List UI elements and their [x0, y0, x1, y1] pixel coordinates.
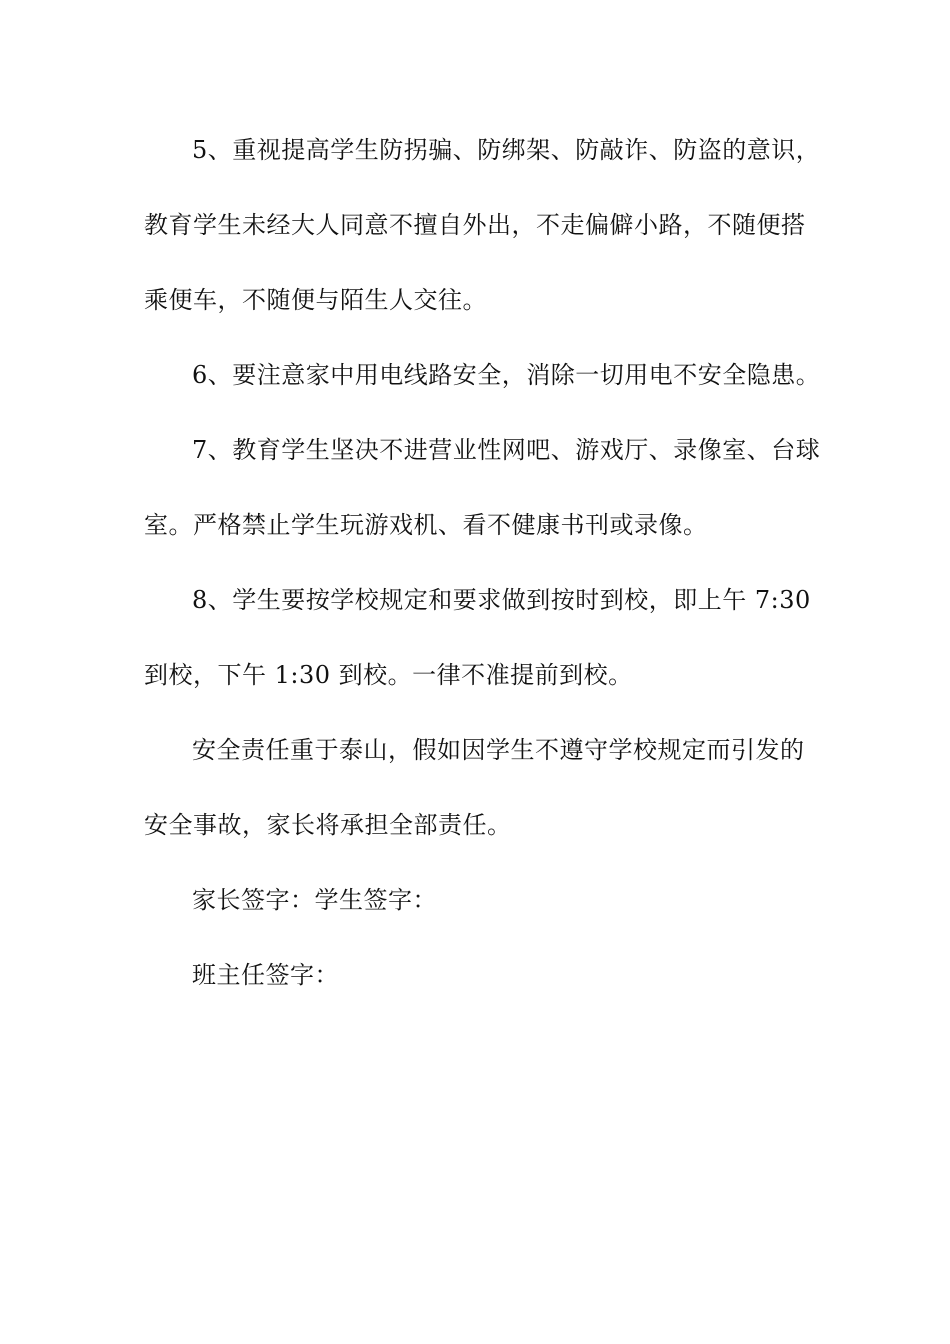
item-5-line-1: 5、重视提高学生防拐骗、防绑架、防敲诈、防盗的意识，: [192, 136, 821, 164]
teacher-signature-line: 班主任签字：: [192, 961, 339, 989]
item-7-line-2: 室。严格禁止学生玩游戏机、看不健康书刊或录像。: [144, 511, 708, 539]
item-8-line-1: 8、学生要按学校规定和要求做到按时到校，即上午 7:30: [192, 586, 811, 614]
item-8-line-2: 到校，下午 1:30 到校。一律不准提前到校。: [144, 661, 633, 689]
responsibility-line-1: 安全责任重于泰山，假如因学生不遵守学校规定而引发的: [192, 736, 805, 764]
responsibility-line-2: 安全事故，家长将承担全部责任。: [144, 811, 512, 839]
item-6-line-1: 6、要注意家中用电线路安全，消除一切用电不安全隐患。: [192, 361, 821, 389]
item-5-line-2: 教育学生未经大人同意不擅自外出，不走偏僻小路，不随便搭: [144, 211, 806, 239]
item-7-line-1: 7、教育学生坚决不进营业性网吧、游戏厅、录像室、台球: [192, 436, 821, 464]
parent-student-signature-line: 家长签字：学生签字：: [192, 886, 437, 914]
item-5-line-3: 乘便车，不随便与陌生人交往。: [144, 286, 487, 314]
